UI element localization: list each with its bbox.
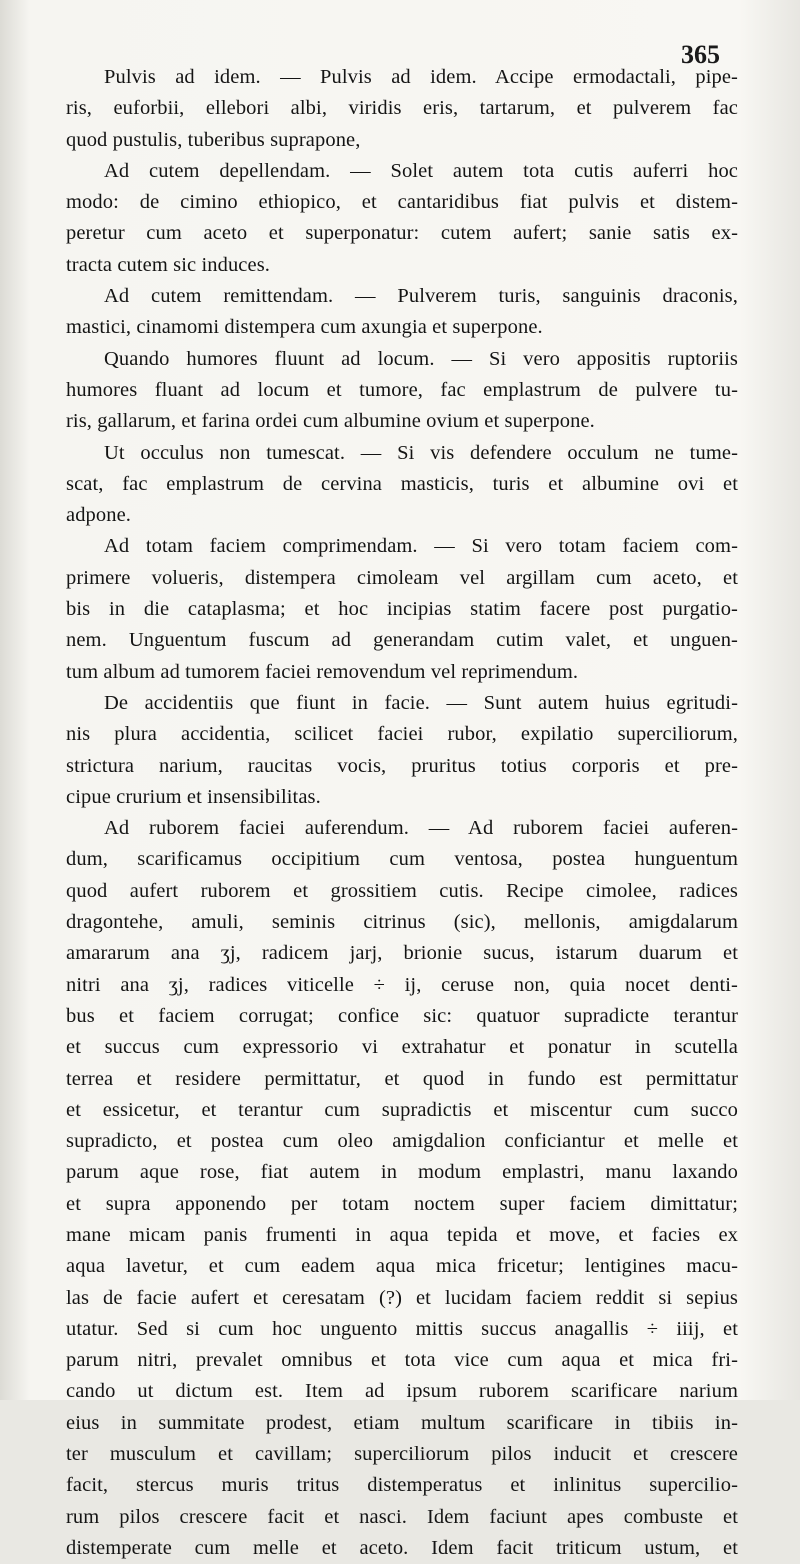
text-line: nis plura accidentia, scilicet faciei rubor, expilatio superciliorum,	[66, 723, 738, 746]
text-line: distemperate cum melle et aceto. Idem facit triticum ustum, et	[66, 1536, 738, 1559]
text-line: utatur. Sed si cum hoc unguento mittis succus anagallis ÷ iiij, et	[66, 1317, 738, 1340]
text-line: tum album ad tumorem faciei removendum vel reprimendum.	[66, 660, 579, 683]
text-line: peretur cum aceto et superponatur: cutem aufert; sanie satis ex-	[66, 222, 738, 245]
text-line: dum, scarificamus occipitium cum ventosa, postea hunguentum	[66, 848, 738, 871]
text-line: scat, fac emplastrum de cervina masticis, turis et albumine ovi et	[66, 472, 738, 495]
text-line: cando ut dictum est. Item ad ipsum ruborem scarificare narium	[66, 1380, 738, 1403]
text-line: Ut occulus non tumescat. — Si vis defendere occulum ne tume-	[104, 441, 738, 464]
text-line: Ad totam faciem comprimendam. — Si vero totam faciem com-	[104, 535, 738, 558]
text-line: las de facie aufert et ceresatam (?) et lucidam faciem reddit si sepius	[66, 1286, 738, 1309]
text-line: et supra apponendo per totam noctem super faciem dimittatur;	[66, 1192, 738, 1215]
text-line: strictura narium, raucitas vocis, pruritus totius corporis et pre-	[66, 754, 738, 777]
text-line: dragontehe, amuli, seminis citrinus (sic), mellonis, amigdalarum	[66, 911, 738, 934]
text-line: mane micam panis frumenti in aqua tepida et move, et facies ex	[66, 1223, 738, 1246]
text-line: primere volueris, distempera cimoleam vel argillam cum aceto, et	[66, 566, 738, 589]
text-line: ris, gallarum, et farina ordei cum albumine ovium et superpone.	[66, 410, 595, 433]
text-line: Ad cutem depellendam. — Solet autem tota cutis auferri hoc	[104, 159, 738, 182]
text-line: mastici, cinamomi distempera cum axungia et superpone.	[66, 316, 543, 339]
text-line: modo: de cimino ethiopico, et cantaridibus fiat pulvis et distem-	[66, 191, 738, 214]
text-line: bis in die cataplasma; et hoc incipias statim facere post purgatio-	[66, 598, 738, 621]
body-text	[66, 62, 738, 1564]
text-line: De accidentiis que fiunt in facie. — Sunt autem huius egritudi-	[104, 691, 738, 714]
text-line: quod pustulis, tuberibus suprapone,	[66, 128, 361, 151]
text-line: Quando humores fluunt ad locum. — Si vero appositis ruptoriis	[104, 347, 738, 370]
text-line: supradicto, et postea cum oleo amigdalion conficiantur et melle et	[66, 1130, 738, 1153]
text-line: nitri ana ʒj, radices viticelle ÷ ij, ceruse non, quia nocet denti-	[66, 973, 738, 996]
text-line: ter musculum et cavillam; superciliorum pilos inducit et crescere	[66, 1443, 738, 1466]
text-line: humores fluant ad locum et tumore, fac emplastrum de pulvere tu-	[66, 378, 738, 401]
text-line: Pulvis ad idem. — Pulvis ad idem. Accipe ermodactali, pipe-	[104, 66, 738, 88]
text-line: eius in summitate prodest, etiam multum scarificare in tibiis in-	[66, 1411, 738, 1434]
text-line: ris, euforbii, ellebori albi, viridis eris, tartarum, et pulverem fac	[66, 97, 738, 120]
page-number: 365	[681, 40, 720, 69]
text-line: et essicetur, et terantur cum supradictis et miscentur cum succo	[66, 1098, 738, 1121]
text-line: aqua lavetur, et cum eadem aqua mica fricetur; lentigines macu-	[66, 1255, 738, 1278]
text-line: nem. Unguentum fuscum ad generandam cutim valet, et unguen-	[66, 629, 738, 652]
text-line: rum pilos crescere facit et nasci. Idem faciunt apes combuste et	[66, 1505, 738, 1528]
text-line: parum aque rose, fiat autem in modum emplastri, manu laxando	[66, 1161, 738, 1184]
text-line: quod aufert ruborem et grossitiem cutis. Recipe cimolee, radices	[66, 879, 738, 902]
text-line: bus et faciem corrugat; confice sic: quatuor supradicte terantur	[66, 1004, 738, 1027]
text-line: amararum ana ʒj, radicem jarj, brionie sucus, istarum duarum et	[66, 942, 738, 965]
text-line: parum nitri, prevalet omnibus et tota vice cum aqua et mica fri-	[66, 1349, 738, 1372]
text-line: Ad ruborem faciei auferendum. — Ad ruborem faciei auferen-	[104, 817, 738, 840]
text-line: cipue crurium et insensibilitas.	[66, 785, 321, 808]
text-line: et succus cum expressorio vi extrahatur et ponatur in scutella	[66, 1036, 738, 1059]
text-line: adpone.	[66, 504, 132, 527]
text-line: facit, stercus muris tritus distemperatus et inlinitus supercilio-	[66, 1474, 738, 1497]
text-line: Ad cutem remittendam. — Pulverem turis, sanguinis draconis,	[104, 285, 738, 308]
text-line: terrea et residere permittatur, et quod in fundo est permittatur	[66, 1067, 738, 1090]
text-line: tracta cutem sic induces.	[66, 253, 270, 276]
